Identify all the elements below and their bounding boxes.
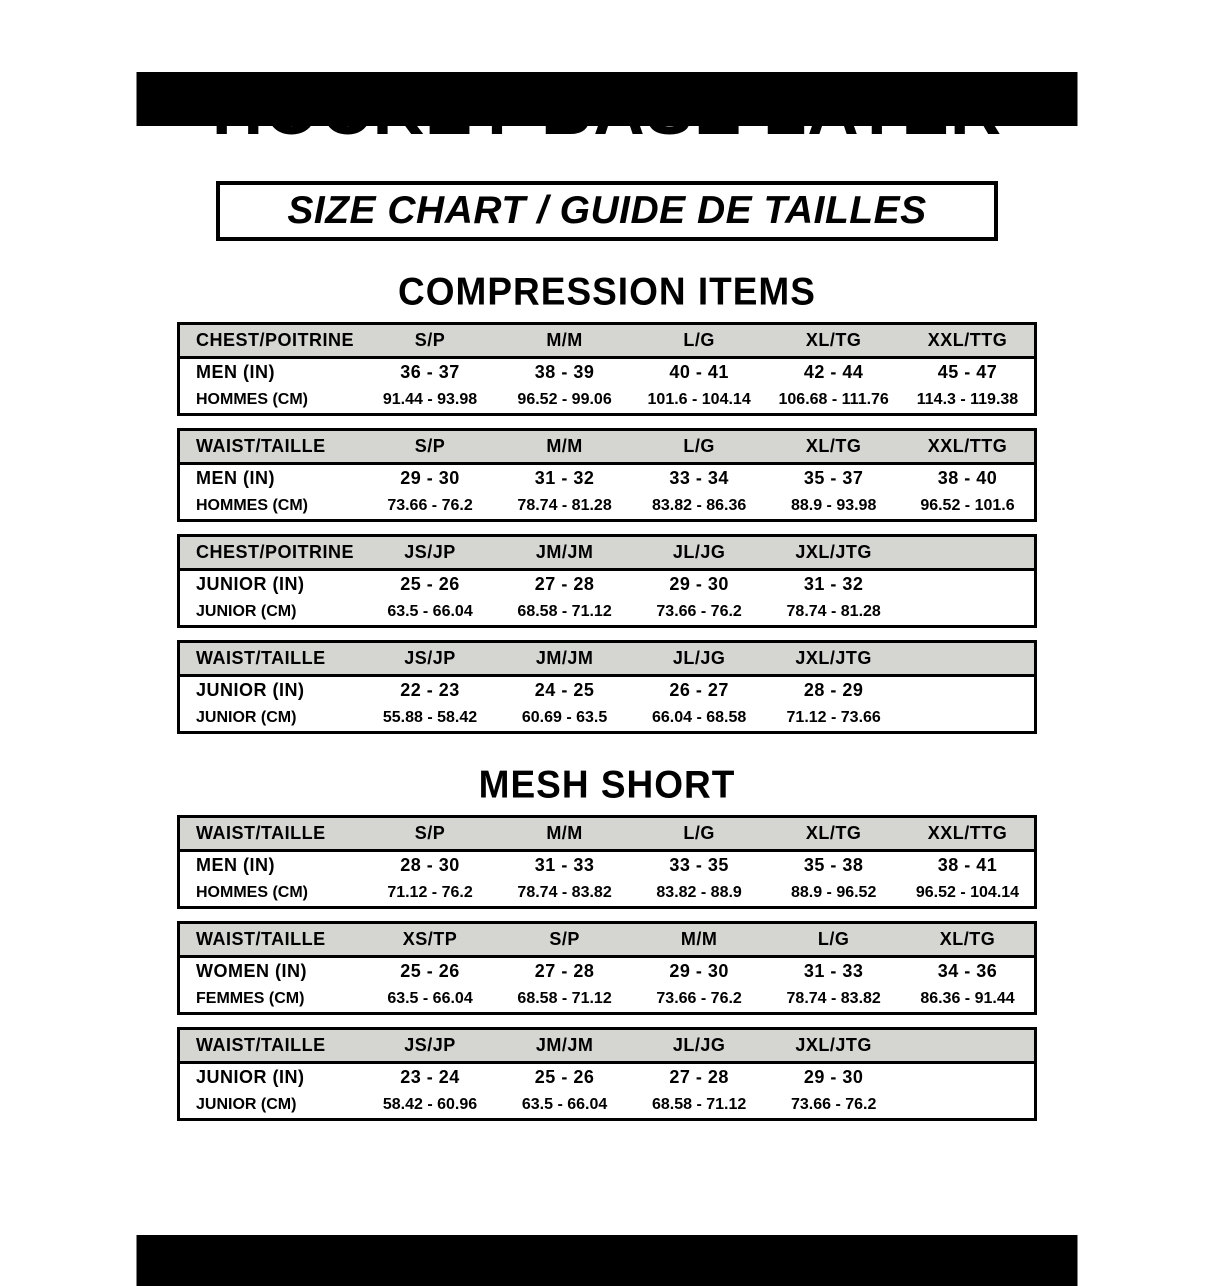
size-value-cell: 25 - 26 — [534, 1067, 595, 1087]
table-header-row — [179, 1029, 1036, 1063]
section-heading: COMPRESSION ITEMS — [398, 269, 816, 313]
table-row — [179, 464, 1036, 493]
size-column-header: M/M — [497, 817, 632, 851]
size-value-cell: 26 - 27 — [669, 680, 729, 700]
size-table — [177, 1027, 1037, 1121]
size-column-header: M/M — [497, 430, 632, 464]
measurement-header: CHEST/POITRINE — [179, 324, 363, 358]
row-label: JUNIOR (IN) — [196, 574, 305, 594]
row-label: FEMMES (CM) — [196, 989, 305, 1007]
size-column-header: XL/TG — [901, 923, 1036, 957]
measurement-header: WAIST/TAILLE — [179, 817, 363, 851]
size-column-header: XL/TG — [766, 430, 901, 464]
size-value-cell: 78.74 - 83.82 — [786, 989, 881, 1007]
size-column-header: XL/TG — [766, 324, 901, 358]
table-row — [179, 492, 1036, 521]
table-row — [179, 704, 1036, 733]
size-column-header: JS/JP — [363, 536, 498, 570]
section-heading: MESH SHORT — [478, 762, 736, 806]
size-value-cell: 78.74 - 81.28 — [786, 602, 881, 620]
size-value-cell — [901, 1063, 1036, 1092]
size-section — [0, 271, 1214, 734]
size-value-cell: 88.9 - 96.52 — [790, 883, 877, 901]
size-column-header: JXL/JTG — [766, 642, 901, 676]
table-row — [179, 957, 1036, 986]
size-value-cell: 73.66 - 76.2 — [656, 989, 742, 1007]
size-column-header: XXL/TTG — [901, 324, 1036, 358]
size-value-cell: 29 - 30 — [669, 574, 729, 594]
size-value-cell: 42 - 44 — [803, 362, 864, 382]
size-value-cell — [901, 1091, 1036, 1120]
size-column-header: XXL/TTG — [901, 430, 1036, 464]
size-value-cell: 38 - 41 — [937, 855, 998, 875]
size-value-cell: 33 - 35 — [669, 855, 729, 875]
size-value-cell: 106.68 - 111.76 — [778, 390, 889, 408]
size-value-cell: 38 - 39 — [534, 362, 595, 382]
size-value-cell: 23 - 24 — [400, 1067, 460, 1087]
size-value-cell: 60.69 - 63.5 — [521, 708, 608, 726]
size-column-header: M/M — [497, 324, 632, 358]
size-value-cell: 86.36 - 91.44 — [920, 989, 1015, 1007]
size-value-cell: 38 - 40 — [937, 468, 998, 488]
size-table — [177, 534, 1037, 628]
row-label: MEN (IN) — [196, 468, 275, 488]
size-table — [177, 815, 1037, 909]
size-value-cell: 68.58 - 71.12 — [517, 602, 612, 620]
size-value-cell — [901, 598, 1036, 627]
size-value-cell: 78.74 - 81.28 — [517, 496, 612, 514]
size-value-cell: 66.04 - 68.58 — [651, 708, 747, 726]
size-value-cell: 45 - 47 — [937, 362, 998, 382]
size-column-header: JS/JP — [363, 1029, 498, 1063]
size-column-header: M/M — [632, 923, 767, 957]
size-table — [177, 322, 1037, 416]
row-label: MEN (IN) — [196, 855, 275, 875]
size-column-header: XS/TP — [363, 923, 498, 957]
table-row — [179, 570, 1036, 599]
row-label: JUNIOR (CM) — [196, 602, 297, 620]
size-column-header: L/G — [632, 817, 767, 851]
row-label: HOMMES (CM) — [196, 390, 308, 408]
table-row — [179, 879, 1036, 908]
size-value-cell: 28 - 29 — [803, 680, 864, 700]
table-row — [179, 598, 1036, 627]
size-value-cell: 63.5 - 66.04 — [387, 989, 473, 1007]
size-value-cell: 28 - 30 — [400, 855, 460, 875]
section-tables — [0, 815, 1214, 1121]
size-value-cell: 40 - 41 — [669, 362, 729, 382]
size-value-cell: 91.44 - 93.98 — [382, 390, 478, 408]
table-header-row — [179, 536, 1036, 570]
size-value-cell: 68.58 - 71.12 — [517, 989, 612, 1007]
size-value-cell: 88.9 - 93.98 — [790, 496, 877, 514]
bottom-banner-bar — [137, 1235, 1078, 1286]
table-row — [179, 676, 1036, 705]
size-section — [0, 764, 1214, 1121]
row-label: JUNIOR (IN) — [196, 1067, 305, 1087]
size-column-header: L/G — [766, 923, 901, 957]
size-value-cell: 35 - 37 — [803, 468, 864, 488]
table-header-row — [179, 923, 1036, 957]
size-value-cell: 25 - 26 — [400, 574, 460, 594]
measurement-header: WAIST/TAILLE — [179, 642, 363, 676]
size-value-cell: 31 - 33 — [534, 855, 595, 875]
size-value-cell: 96.52 - 104.14 — [915, 883, 1020, 901]
row-label: JUNIOR (CM) — [196, 1095, 297, 1113]
size-value-cell: 68.58 - 71.12 — [651, 1095, 747, 1113]
size-column-header: JM/JM — [497, 642, 632, 676]
size-value-cell: 24 - 25 — [534, 680, 595, 700]
table-header-row — [179, 817, 1036, 851]
size-value-cell: 101.6 - 104.14 — [647, 390, 751, 408]
size-column-header: L/G — [632, 430, 767, 464]
size-value-cell: 25 - 26 — [400, 961, 460, 981]
size-value-cell: 63.5 - 66.04 — [387, 602, 473, 620]
measurement-header: WAIST/TAILLE — [179, 923, 363, 957]
size-value-cell: 36 - 37 — [400, 362, 460, 382]
size-value-cell: 78.74 - 83.82 — [517, 883, 612, 901]
table-row — [179, 358, 1036, 387]
size-value-cell: 27 - 28 — [534, 574, 595, 594]
size-table — [177, 921, 1037, 1015]
size-value-cell: 29 - 30 — [803, 1067, 864, 1087]
size-chart-sections — [0, 271, 1214, 1121]
table-header-row — [179, 430, 1036, 464]
row-label: HOMMES (CM) — [196, 496, 308, 514]
row-label: MEN (IN) — [196, 362, 275, 382]
size-value-cell: 29 - 30 — [400, 468, 460, 488]
size-value-cell: 31 - 33 — [803, 961, 864, 981]
size-value-cell — [901, 570, 1036, 599]
size-value-cell: 73.66 - 76.2 — [387, 496, 473, 514]
size-column-header: S/P — [363, 430, 498, 464]
table-row — [179, 386, 1036, 415]
row-label: WOMEN (IN) — [196, 961, 307, 981]
size-column-header: XXL/TTG — [901, 817, 1036, 851]
size-value-cell: 96.52 - 99.06 — [517, 390, 612, 408]
size-value-cell: 63.5 - 66.04 — [521, 1095, 608, 1113]
size-column-header: S/P — [497, 923, 632, 957]
table-row — [179, 1063, 1036, 1092]
size-value-cell: 83.82 - 86.36 — [651, 496, 747, 514]
size-column-header — [901, 642, 1036, 676]
size-column-header: JM/JM — [497, 1029, 632, 1063]
size-value-cell: 96.52 - 101.6 — [920, 496, 1015, 514]
row-label: HOMMES (CM) — [196, 883, 308, 901]
size-column-header: JL/JG — [632, 536, 767, 570]
size-column-header: JS/JP — [363, 642, 498, 676]
size-chart-subtitle: SIZE CHART / GUIDE DE TAILLES — [287, 189, 927, 232]
size-value-cell: 31 - 32 — [803, 574, 864, 594]
size-chart-subtitle-box — [216, 181, 998, 241]
size-column-header: JL/JG — [632, 642, 767, 676]
table-header-row — [179, 324, 1036, 358]
size-value-cell: 34 - 36 — [937, 961, 998, 981]
row-label: JUNIOR (IN) — [196, 680, 305, 700]
measurement-header: CHEST/POITRINE — [179, 536, 363, 570]
size-value-cell: 71.12 - 73.66 — [786, 708, 881, 726]
size-value-cell — [901, 704, 1036, 733]
size-column-header: JL/JG — [632, 1029, 767, 1063]
size-value-cell: 83.82 - 88.9 — [656, 883, 742, 901]
size-column-header: XL/TG — [766, 817, 901, 851]
size-value-cell: 73.66 - 76.2 — [790, 1095, 877, 1113]
size-table — [177, 640, 1037, 734]
size-value-cell: 55.88 - 58.42 — [382, 708, 478, 726]
size-value-cell: 114.3 - 119.38 — [916, 390, 1019, 408]
measurement-header: WAIST/TAILLE — [179, 1029, 363, 1063]
size-value-cell: 27 - 28 — [534, 961, 595, 981]
size-column-header — [901, 536, 1036, 570]
size-value-cell: 33 - 34 — [669, 468, 729, 488]
size-column-header — [901, 1029, 1036, 1063]
size-value-cell: 22 - 23 — [400, 680, 460, 700]
size-column-header: JXL/JTG — [766, 536, 901, 570]
size-value-cell: 73.66 - 76.2 — [656, 602, 742, 620]
size-column-header: S/P — [363, 817, 498, 851]
size-value-cell: 27 - 28 — [669, 1067, 729, 1087]
table-header-row — [179, 642, 1036, 676]
row-label: JUNIOR (CM) — [196, 708, 297, 726]
size-value-cell: 71.12 - 76.2 — [387, 883, 473, 901]
page-title: HOCKEY BASE LAYER — [211, 67, 1003, 151]
size-column-header: L/G — [632, 324, 767, 358]
table-row — [179, 1091, 1036, 1120]
size-column-header: JXL/JTG — [766, 1029, 901, 1063]
size-value-cell — [901, 676, 1036, 705]
section-tables — [0, 322, 1214, 734]
size-value-cell: 31 - 32 — [534, 468, 595, 488]
size-value-cell: 35 - 38 — [803, 855, 864, 875]
table-row — [179, 985, 1036, 1014]
size-table — [177, 428, 1037, 522]
size-value-cell: 29 - 30 — [669, 961, 729, 981]
table-row — [179, 851, 1036, 880]
size-column-header: S/P — [363, 324, 498, 358]
measurement-header: WAIST/TAILLE — [179, 430, 363, 464]
size-value-cell: 58.42 - 60.96 — [382, 1095, 478, 1113]
size-column-header: JM/JM — [497, 536, 632, 570]
